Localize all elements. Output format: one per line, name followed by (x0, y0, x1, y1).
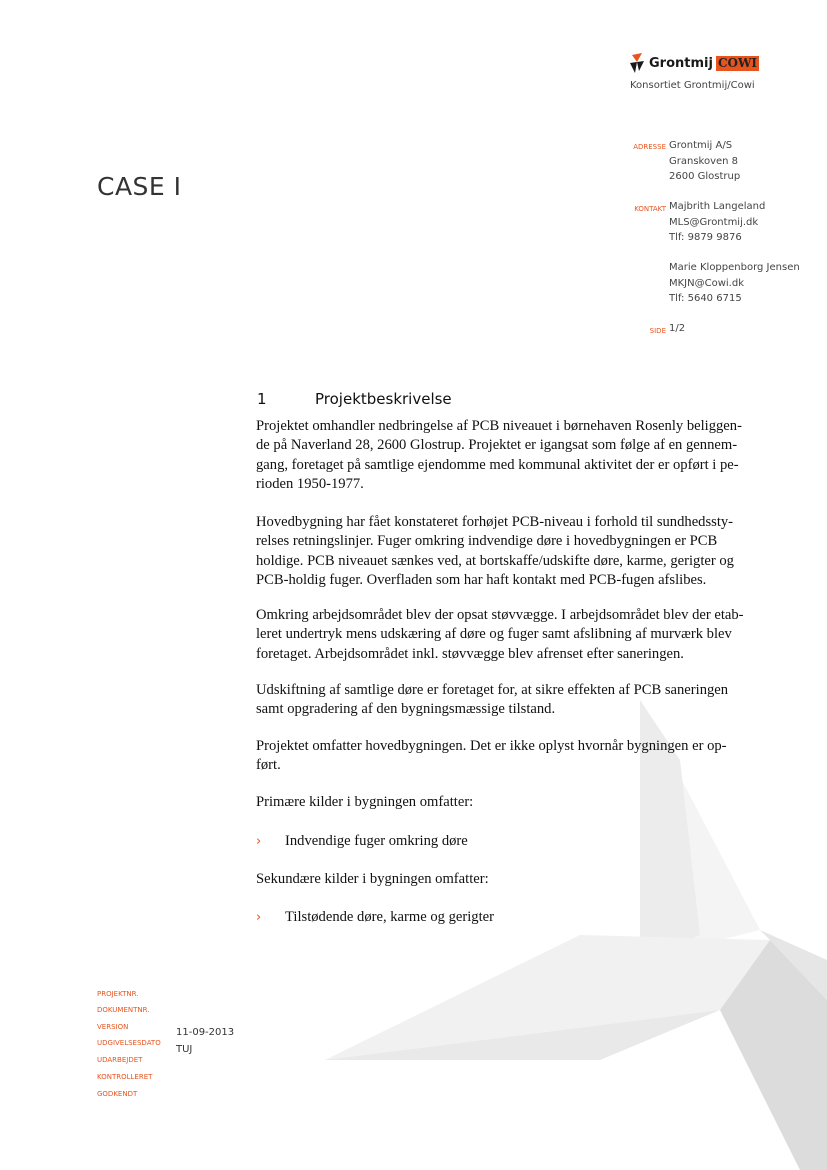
contact-block-2 (669, 260, 800, 307)
secondary-sources-item (256, 908, 786, 927)
section-heading: Projektbeskrivelse (315, 390, 452, 408)
contact-phone: Tlf: 9879 9876 (669, 232, 742, 243)
meta-label-document-no: DOKUMENTNR. (97, 1006, 150, 1014)
meta-label-release-date: UDGIVELSESDATO (97, 1039, 161, 1047)
text-line: gang, foretaget på samtlige ejendomme med kommunal aktivitet der er opført i pe- (256, 456, 739, 473)
meta-label-prepared-by: UDARBEJDET (97, 1056, 143, 1064)
text-line: de på Naverland 28, 2600 Glostrup. Projektet er igangsat som følge af en gennem- (256, 437, 738, 454)
secondary-sources-intro: Sekundære kilder i bygningen omfatter: (256, 871, 489, 887)
meta-value-prepared-by: TUJ (176, 1044, 193, 1055)
text-line: Projektet omfatter hovedbygningen. Det er ikke oplyst hvornår bygningen er op- (256, 738, 727, 754)
text-line: Udskiftning af samtlige døre er foretaget for, at sikre effekten af PCB saneringen (256, 682, 729, 698)
address-label: ADRESSE (633, 143, 666, 151)
contact-name: Marie Kloppenborg Jensen (669, 262, 800, 273)
text-line: samt opgradering af den bygningsmæssige tilstand. (256, 701, 556, 718)
paragraph-4 (256, 681, 786, 720)
bullet-chevron-icon: › (256, 910, 262, 925)
page-title: CASE I (97, 172, 182, 201)
page-label: SIDE (649, 327, 666, 335)
meta-label-approved: GODKENDT (97, 1090, 138, 1098)
grontmij-mark-icon (630, 53, 646, 73)
text-line: leret undertryk mens udskæring af døre og fuger samt afslibning af murværk blev (256, 626, 732, 643)
page-number: 1/2 (669, 323, 686, 334)
consortium-name: Konsortiet Grontmij/Cowi (630, 80, 755, 91)
meta-label-version: VERSION (97, 1023, 129, 1031)
bullet-text: Tilstødende døre, karme og gerigter (285, 909, 494, 925)
contact-block-1 (669, 199, 765, 246)
contact-label: KONTAKT (634, 205, 666, 213)
paragraph-1 (256, 417, 786, 495)
paragraph-2 (256, 513, 786, 591)
paragraph-3 (256, 606, 786, 664)
text-line: rioden 1950-1977. (256, 476, 364, 493)
bullet-text: Indvendige fuger omkring døre (285, 833, 468, 849)
contact-name: Majbrith Langeland (669, 201, 766, 212)
text-line: ført. (256, 757, 281, 774)
logo-brand-text: Grontmij (649, 55, 713, 71)
meta-value-release-date: 11-09-2013 (176, 1027, 235, 1038)
text-line: PCB-holdig fuger. Overfladen som har haft kontakt med PCB-fugen afslibes. (256, 572, 707, 589)
bullet-chevron-icon: › (256, 834, 262, 849)
primary-sources-intro: Primære kilder i bygningen omfatter: (256, 794, 474, 810)
text-line: relses retningslinjer. Fuger omkring indvendige døre i hovedbygningen er PCB (256, 533, 718, 550)
address-line: Granskoven 8 (669, 155, 739, 167)
logo-partner-text: COWI (717, 55, 758, 70)
paragraph-5 (256, 737, 786, 776)
address-line: 2600 Glostrup (669, 171, 741, 182)
company-logo (630, 52, 770, 74)
text-line: holdige. PCB niveauet sænkes ved, at bortskaffe/udskifte døre, karme, gerigter og (256, 552, 734, 569)
text-line: Projektet omhandler nedbringelse af PCB niveauet i børnehaven Rosenly beliggen- (256, 418, 742, 434)
text-line: Hovedbygning har fået konstateret forhøjet PCB-niveau i forhold til sundhedssty- (256, 514, 734, 530)
section-number: 1 (257, 390, 267, 408)
primary-sources-item (256, 832, 786, 851)
text-line: Omkring arbejdsområdet blev der opsat støvvægge. I arbejdsområdet blev der etab- (256, 607, 744, 623)
contact-email: MLS@Grontmij.dk (669, 216, 759, 228)
contact-phone: Tlf: 5640 6715 (669, 293, 742, 304)
address-line: Grontmij A/S (669, 140, 733, 151)
meta-label-project-no: PROJEKTNR. (97, 990, 139, 998)
contact-email: MKJN@Cowi.dk (669, 277, 744, 289)
meta-label-checked: KONTROLLERET (97, 1073, 153, 1081)
address-block (669, 138, 740, 185)
text-line: foretaget. Arbejdsområdet inkl. støvvægge blev afrenset efter saneringen. (256, 645, 684, 662)
